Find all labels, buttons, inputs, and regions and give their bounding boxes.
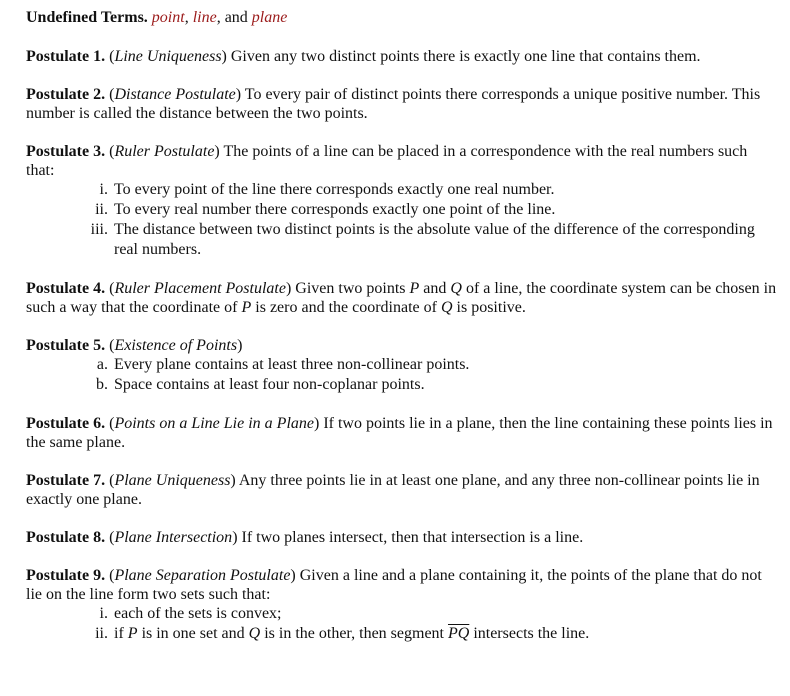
postulate-6-text: If two points lie in a plane, then the line containing these points lies in the same plane.: [26, 415, 773, 451]
postulate-1-label: Postulate 1.: [26, 48, 106, 65]
list-item-text: To every real number there corresponds exactly one point of the line.: [114, 201, 556, 218]
postulate-6-label: Postulate 6.: [26, 415, 106, 432]
variable-p: P: [127, 625, 138, 642]
postulate-7-name: Plane Uniqueness: [114, 472, 231, 489]
segment-pq: $\overline{PQ}$: [447, 625, 470, 642]
postulate-9: Postulate 9. (Plane Separation Postulate) Given a line and a plane containing it, the points of the plane that do not lie on the line form two sets such that: i. each of the sets is convex; ii. if P is in one set and Q is in the other, then segment $\overline{PQ}$ intersects the line.: [26, 566, 778, 644]
list-item: [26, 180, 778, 200]
postulate-2: Postulate 2. (Distance Postulate) To every pair of distinct points there corresponds a unique positive number. This number is called the distance between the two points.: [26, 86, 761, 122]
list-marker: ii.: [95, 625, 108, 642]
postulate-4-text-b: and: [423, 280, 447, 297]
variable-q: Q: [450, 280, 462, 297]
postulate-4-text-a: Given two points: [295, 280, 406, 297]
postulate-3-name: Ruler Postulate: [114, 143, 215, 160]
variable-q: Q: [440, 299, 453, 316]
list-item-text: The distance between two distinct points is the absolute value of the difference of the corresponding real numbers.: [114, 221, 755, 258]
list-item: [26, 355, 778, 375]
postulate-5-name: Existence of Points: [114, 337, 238, 354]
postulate-7-text: Any three points lie in at least one plane, and any three non-collinear points lie in exactly one plane.: [26, 472, 760, 508]
list-item-text-d: intersects the line.: [473, 625, 590, 642]
postulate-2-name: Distance Postulate: [114, 86, 236, 103]
list-item-text-a: if: [114, 625, 124, 642]
list-item-text: To every point of the line there corresponds exactly one real number.: [114, 181, 555, 198]
list-item: [26, 624, 778, 644]
term-plane: plane: [251, 9, 288, 26]
postulate-3-label: Postulate 3.: [26, 143, 106, 160]
list-marker: iii.: [90, 221, 108, 238]
variable-q: Q: [248, 625, 261, 642]
postulate-8: Postulate 8. (Plane Intersection) If two planes intersect, then that intersection is a line.: [26, 529, 584, 546]
variable-p: P: [409, 280, 420, 297]
postulate-3-list: [26, 180, 778, 260]
postulate-6-name: Points on a Line Lie in a Plane: [114, 415, 314, 432]
postulate-7-label: Postulate 7.: [26, 472, 106, 489]
list-item-text-b: is in one set and: [141, 625, 245, 642]
variable-p: P: [241, 299, 252, 316]
postulate-8-label: Postulate 8.: [26, 529, 106, 546]
postulate-9-text: Given a line and a plane containing it, the points of the plane that do not lie on the line form two sets such that:: [26, 567, 762, 603]
term-point: point: [151, 9, 185, 26]
postulate-4: Postulate 4. (Ruler Placement Postulate) Given two points P and Q of a line, the coordinate system can be chosen in such a way that the coordinate of P is zero and the coordinate of Q is positive.: [26, 280, 777, 316]
list-item: [26, 375, 778, 395]
list-item: [26, 604, 778, 624]
list-marker: ii.: [95, 201, 108, 218]
postulate-5-list: [26, 355, 778, 395]
postulate-2-label: Postulate 2.: [26, 86, 106, 103]
postulate-8-text: If two planes intersect, then that intersection is a line.: [241, 529, 584, 546]
postulate-6: Postulate 6. (Points on a Line Lie in a Plane) If two points lie in a plane, then the line containing these points lies in the same plane.: [26, 415, 773, 451]
list-item-text: each of the sets is convex;: [114, 605, 282, 622]
postulate-2-text: To every pair of distinct points there corresponds a unique positive number. This number is called the distance between the two points.: [26, 86, 761, 122]
list-item-text: Every plane contains at least three non-collinear points.: [114, 356, 470, 373]
list-marker: i.: [99, 605, 108, 622]
postulate-4-text-d: is zero and the coordinate of: [255, 299, 437, 316]
list-item-text-c: is in the other, then segment: [264, 625, 444, 642]
postulate-1-text: Given any two distinct points there is exactly one line that contains them.: [230, 48, 701, 65]
postulate-9-label: Postulate 9.: [26, 567, 106, 584]
term-sep-2: , and: [216, 9, 252, 26]
postulate-9-list: [26, 604, 778, 644]
term-line: line: [192, 9, 217, 26]
postulate-4-name: Ruler Placement Postulate: [114, 280, 286, 297]
term-sep-1: ,: [184, 9, 193, 26]
postulate-1-name: Line Uniqueness: [114, 48, 222, 65]
postulate-4-text-e: is positive.: [456, 299, 526, 316]
undefined-terms-label: Undefined Terms.: [26, 9, 148, 26]
list-item-text: Space contains at least four non-coplanar points.: [114, 376, 425, 393]
postulate-7: Postulate 7. (Plane Uniqueness) Any three points lie in at least one plane, and any three non-collinear points lie in exactly one plane.: [26, 472, 760, 508]
list-item: [26, 200, 778, 220]
postulate-3-text: The points of a line can be placed in a correspondence with the real numbers such that:: [26, 143, 748, 179]
postulate-3: Postulate 3. (Ruler Postulate) The points of a line can be placed in a correspondence with the real numbers such that: i. To every point of the line there corresponds exactly one real number. ii. To every real number there corresponds exactly one point of the line. iii. The distance between two distinct points is the absolute value of the difference of the corresponding real numbers.: [26, 142, 778, 260]
list-marker: b.: [96, 376, 108, 393]
list-marker: i.: [99, 181, 108, 198]
postulate-4-label: Postulate 4.: [26, 280, 106, 297]
postulate-9-name: Plane Separation Postulate: [114, 567, 291, 584]
undefined-terms: [26, 8, 778, 27]
postulate-5: Postulate 5. (Existence of Points) a. Every plane contains at least three non-collinear points. b. Space contains at least four non-coplanar points.: [26, 336, 778, 395]
postulate-1: Postulate 1. (Line Uniqueness) Given any two distinct points there is exactly one line that contains them.: [26, 48, 701, 65]
postulate-5-label: Postulate 5.: [26, 337, 106, 354]
list-item: [26, 220, 778, 260]
list-marker: a.: [96, 356, 108, 373]
postulate-4-text-c: of a line, the coordinate system can be chosen in such a way that the coordinate of: [26, 280, 777, 316]
postulate-8-name: Plane Intersection: [114, 529, 233, 546]
